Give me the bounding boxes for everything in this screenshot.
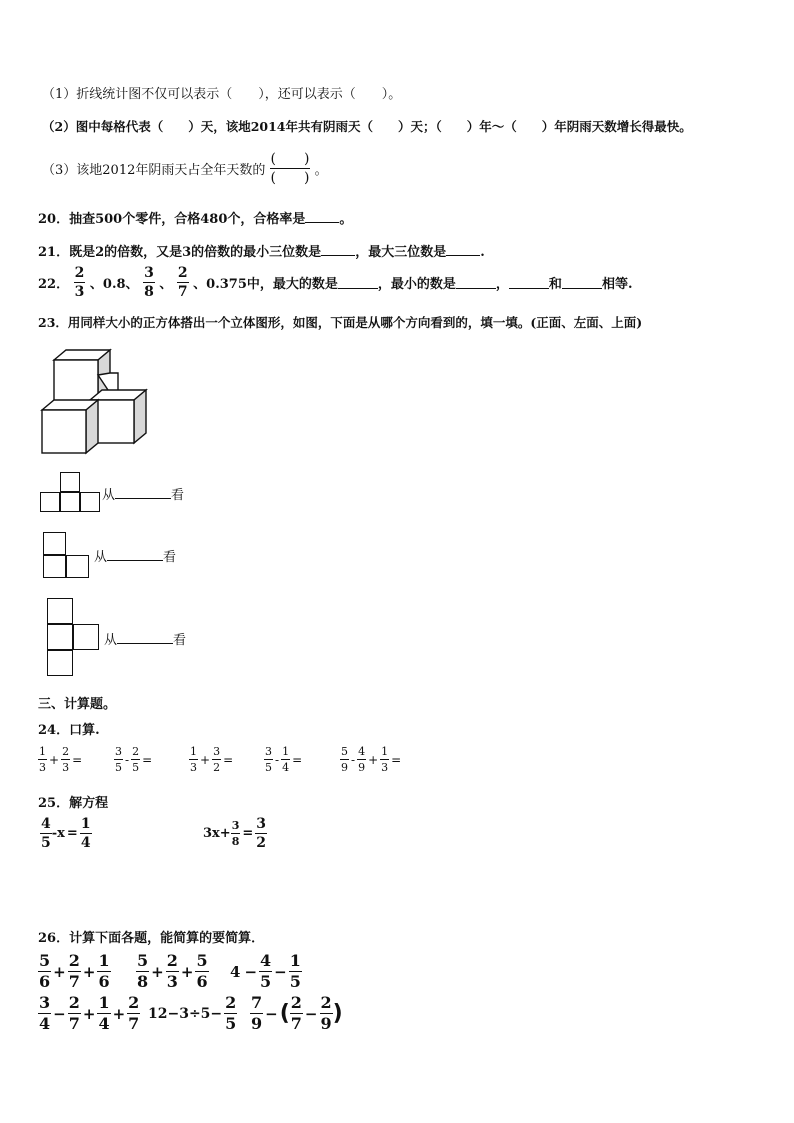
- comma: ，: [495, 277, 509, 292]
- operator: +: [151, 962, 164, 981]
- fraction-numerator: 2: [166, 951, 178, 970]
- fraction-denominator: 5: [225, 1014, 237, 1033]
- fraction-3-8: [143, 266, 155, 299]
- fraction-numerator: 5: [39, 951, 51, 970]
- fraction-denominator: 2: [213, 761, 221, 774]
- fraction-2-3: [74, 266, 86, 299]
- operator: =: [242, 826, 254, 841]
- operator: 3x+: [203, 826, 231, 841]
- fraction-numerator: 5: [196, 951, 208, 970]
- fraction: [97, 995, 110, 1032]
- fraction: [136, 953, 149, 990]
- fraction-denominator: 5: [115, 761, 122, 774]
- fraction-numerator: 2: [225, 993, 237, 1012]
- oral-calc-3: [189, 746, 235, 773]
- fraction: [224, 995, 237, 1032]
- fraction-denominator: 9: [320, 1014, 332, 1033]
- fraction: [340, 746, 349, 773]
- fraction-denominator: 3: [62, 761, 70, 774]
- view-square: [60, 472, 80, 492]
- question-21-text: 21．既是2的倍数，又是3的倍数的最小三位数是: [38, 245, 322, 260]
- answer-blank[interactable]: [446, 243, 480, 256]
- operator: +: [112, 1004, 126, 1023]
- fraction: [127, 995, 140, 1032]
- fraction-numerator: 2: [177, 265, 188, 281]
- fraction-denominator: 9: [341, 761, 348, 774]
- question-20: [38, 208, 352, 227]
- fraction-denominator: 5: [41, 835, 51, 851]
- fraction-numerator: 1: [98, 993, 110, 1012]
- fraction-denominator: 3: [381, 761, 389, 774]
- operator: =: [223, 752, 234, 767]
- operator: -: [51, 826, 58, 841]
- fraction-denominator: 8: [137, 972, 149, 991]
- calc-3: [228, 953, 302, 990]
- view-square: [47, 650, 73, 676]
- operator: -: [125, 752, 130, 767]
- answer-blank[interactable]: [107, 548, 163, 561]
- fraction-numerator: 2: [320, 993, 332, 1012]
- period: 。: [339, 212, 353, 227]
- fraction-denominator: 5: [260, 972, 272, 991]
- subquestion-3: [42, 152, 328, 185]
- calc-1: [38, 953, 111, 990]
- question-24: 24．口算.: [38, 723, 100, 738]
- fraction-denominator: 7: [177, 284, 188, 300]
- fraction: [40, 817, 52, 850]
- view-1-squares: [40, 472, 102, 514]
- oral-calc-2: [114, 746, 154, 773]
- fraction-numerator: 4: [260, 951, 272, 970]
- answer-blank[interactable]: [562, 276, 602, 289]
- operator: +: [82, 1004, 96, 1023]
- fraction: [290, 995, 303, 1032]
- fraction-numerator: 3: [265, 745, 272, 758]
- question-number: 22．: [38, 277, 70, 292]
- fraction: [195, 953, 208, 990]
- look-text: 看: [163, 550, 177, 565]
- fraction-denominator: 9: [251, 1014, 263, 1033]
- fraction: [97, 953, 110, 990]
- operator: +: [200, 752, 211, 767]
- question-25: 25．解方程: [38, 796, 109, 811]
- fraction: [289, 953, 302, 990]
- view-square: [43, 555, 66, 578]
- fraction: [357, 746, 366, 773]
- fraction-numerator: 1: [289, 951, 301, 970]
- fraction: [80, 817, 92, 850]
- fraction: [255, 817, 267, 850]
- fraction-denominator: 4: [282, 761, 290, 774]
- look-text: 看: [173, 633, 187, 648]
- fraction-numerator: 3: [115, 745, 122, 758]
- answer-blank[interactable]: [509, 276, 549, 289]
- look-text: 看: [171, 488, 185, 503]
- fraction-denominator: 8: [144, 284, 154, 300]
- fraction-denominator-blank[interactable]: ( ): [270, 170, 310, 186]
- from-text: 从: [104, 633, 118, 648]
- fraction-numerator: 2: [68, 951, 80, 970]
- question-21: [38, 241, 485, 260]
- fraction-2-7: [177, 266, 189, 299]
- fraction-numerator: 5: [341, 745, 348, 758]
- question-23: 23．用同样大小的正方体搭出一个立体图形，如图，下面是从哪个方向看到的，填一填。(正面、左面、上面): [38, 315, 643, 330]
- fraction: [68, 995, 81, 1032]
- question-22: [38, 266, 632, 299]
- subquestion-1: （1）折线统计图不仅可以表示（ ），还可以表示（ ）。: [42, 87, 402, 102]
- view-square: [66, 555, 89, 578]
- fraction-denominator: 7: [128, 1014, 140, 1033]
- view-square: [47, 598, 73, 624]
- fraction-denominator: 3: [74, 284, 85, 300]
- question-22-text: 、0.375中，最大的数是: [193, 277, 338, 292]
- oral-calc-5: [340, 746, 403, 773]
- fraction-numerator: 2: [68, 993, 80, 1012]
- operator: +: [180, 962, 194, 981]
- calc-5: [146, 995, 237, 1032]
- operator: -: [275, 752, 280, 767]
- view-square: [60, 492, 80, 512]
- view-2-label: [94, 546, 176, 565]
- operator: =: [66, 826, 78, 841]
- subquestion-2: （2）图中每格代表（ ）天，该地2014年共有阴雨天（ ）天；（ ）年～（ ）年阴雨天数增长得最快。: [42, 119, 692, 134]
- fraction-denominator: 5: [132, 761, 140, 774]
- operator: +: [49, 752, 60, 767]
- view-3-label: [104, 629, 186, 648]
- fraction: [189, 746, 198, 773]
- oral-calc-4: [264, 746, 304, 773]
- answer-blank[interactable]: [115, 486, 171, 499]
- calc-2: [136, 953, 209, 990]
- answer-blank[interactable]: [456, 276, 496, 289]
- fraction-denominator: 6: [98, 972, 110, 991]
- period: .: [480, 245, 485, 260]
- operator: 12−3÷5−: [148, 1005, 223, 1022]
- question-22-end: 相等.: [601, 277, 633, 292]
- fraction-denominator: 4: [39, 1014, 51, 1033]
- fraction-numerator: 2: [62, 745, 70, 758]
- operator: =: [292, 752, 303, 767]
- fraction-numerator: 1: [190, 745, 197, 758]
- operator: 4: [230, 962, 241, 981]
- subquestion-3-text: （3）该地2012年阴雨天占全年天数的: [42, 163, 266, 178]
- fraction: [38, 953, 51, 990]
- answer-fraction-blank[interactable]: [270, 152, 311, 185]
- view-3-squares: [47, 598, 101, 676]
- view-square: [40, 492, 60, 512]
- fraction-numerator: 2: [74, 265, 85, 281]
- view-1-label: [102, 484, 184, 503]
- question-26: 26．计算下面各题，能简算的要简算．: [38, 931, 265, 946]
- and-text: 和: [548, 277, 562, 292]
- fraction-numerator-blank[interactable]: ( ): [270, 151, 310, 167]
- fraction-numerator: 7: [251, 993, 263, 1012]
- fraction-numerator: 1: [282, 745, 290, 758]
- fraction-denominator: 4: [98, 1014, 110, 1033]
- section-heading: 三、计算题。: [38, 697, 117, 712]
- fraction-denominator: 7: [68, 972, 80, 991]
- fraction-denominator: 8: [231, 835, 240, 848]
- fraction-denominator: 4: [80, 835, 91, 851]
- fraction-denominator: 6: [39, 972, 51, 991]
- fraction: [320, 995, 333, 1032]
- view-square: [43, 532, 66, 555]
- calc-6: [250, 995, 343, 1032]
- answer-blank[interactable]: [321, 243, 355, 256]
- fraction: [68, 953, 81, 990]
- operator: −: [244, 962, 258, 981]
- operator: +: [368, 752, 379, 767]
- operator: −: [265, 1004, 278, 1023]
- fraction: [231, 820, 241, 847]
- fraction: [114, 746, 123, 773]
- fraction: [250, 995, 263, 1032]
- fraction: [131, 746, 140, 773]
- fraction: [61, 746, 70, 773]
- fraction-denominator: 5: [265, 761, 272, 774]
- fraction-numerator: 2: [132, 745, 140, 758]
- fraction-numerator: 3: [256, 816, 267, 832]
- fraction: [259, 953, 272, 990]
- fraction-numerator: 1: [80, 816, 91, 832]
- period: 。: [314, 163, 328, 178]
- view-2-squares: [43, 532, 91, 578]
- question-20-text: 20．抽查500个零件，合格480个，合格率是: [38, 212, 306, 227]
- fraction-denominator: 7: [290, 1014, 302, 1033]
- right-paren-icon: ): [332, 1001, 343, 1026]
- fraction-numerator: 5: [137, 951, 149, 970]
- fraction-denominator: 5: [289, 972, 301, 991]
- view-square: [47, 624, 73, 650]
- fraction-numerator: 2: [128, 993, 140, 1012]
- view-square: [80, 492, 100, 512]
- fraction-denominator: 3: [190, 761, 197, 774]
- operator: −: [304, 1004, 318, 1023]
- fraction: [38, 995, 51, 1032]
- operator: x: [57, 826, 65, 841]
- from-text: 从: [102, 488, 116, 503]
- operator: =: [142, 752, 153, 767]
- operator: =: [391, 752, 402, 767]
- separator: 、: [159, 277, 173, 292]
- fraction-numerator: 1: [39, 745, 46, 758]
- fraction: [166, 953, 179, 990]
- question-22-text-2: ，最小的数是: [377, 277, 456, 292]
- fraction: [380, 746, 389, 773]
- operator: -: [351, 752, 356, 767]
- from-text: 从: [94, 550, 108, 565]
- left-paren-icon: (: [279, 1001, 290, 1026]
- question-21-text-2: ，最大三位数是: [355, 245, 447, 260]
- operator: +: [53, 962, 66, 981]
- answer-blank[interactable]: [338, 276, 378, 289]
- fraction-numerator: 3: [144, 265, 154, 281]
- fraction-numerator: 3: [39, 993, 51, 1012]
- equation-1: [40, 817, 92, 850]
- answer-blank[interactable]: [305, 210, 339, 223]
- operator: +: [82, 962, 96, 981]
- calc-4: [38, 995, 140, 1032]
- fraction-denominator: 6: [196, 972, 208, 991]
- fraction-denominator: 7: [68, 1014, 80, 1033]
- fraction-numerator: 2: [290, 993, 302, 1012]
- fraction: [38, 746, 47, 773]
- cube-stack-figure: [38, 345, 148, 455]
- fraction-numerator: 4: [41, 816, 51, 832]
- fraction-numerator: 3: [213, 745, 221, 758]
- operator: −: [53, 1004, 66, 1023]
- fraction-denominator: 2: [256, 835, 267, 851]
- fraction: [281, 746, 290, 773]
- separator: 、0.8、: [89, 277, 139, 292]
- fraction-denominator: 9: [358, 761, 366, 774]
- fraction-numerator: 1: [98, 951, 110, 970]
- fraction: [212, 746, 221, 773]
- fraction-numerator: 4: [358, 745, 366, 758]
- operator: −: [274, 962, 287, 981]
- oral-calc-1: [38, 746, 84, 773]
- view-square: [73, 624, 99, 650]
- fraction: [264, 746, 273, 773]
- operator: =: [72, 752, 83, 767]
- fraction-numerator: 3: [231, 819, 240, 832]
- equation-2: [203, 817, 267, 850]
- answer-blank[interactable]: [117, 631, 173, 644]
- fraction-denominator: 3: [166, 972, 178, 991]
- fraction-denominator: 3: [39, 761, 46, 774]
- fraction-numerator: 1: [381, 745, 389, 758]
